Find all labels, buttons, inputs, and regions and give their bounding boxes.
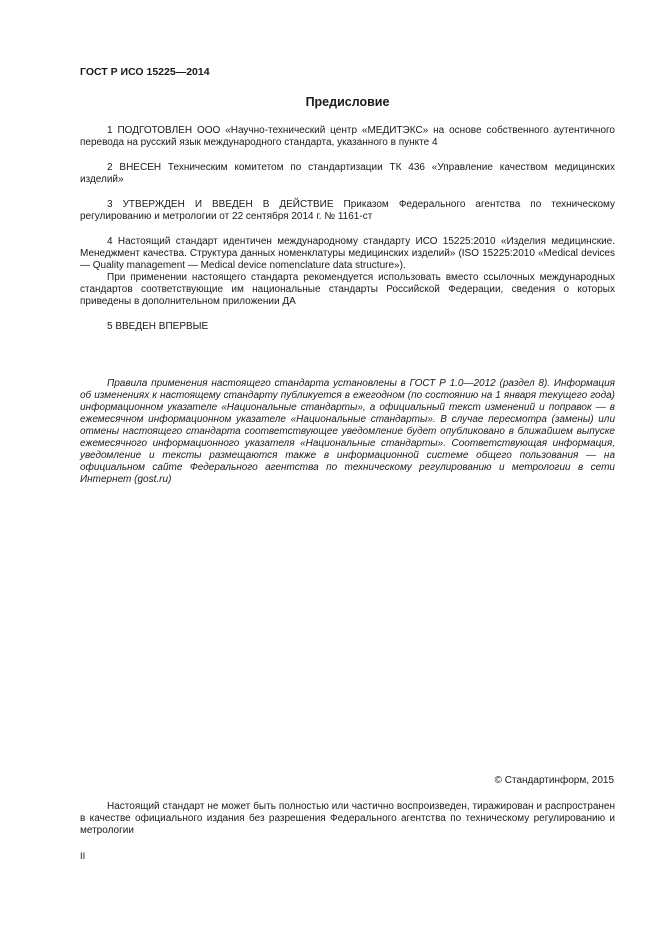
document-id: ГОСТ Р ИСО 15225—2014 bbox=[80, 66, 210, 78]
item-3: 3 УТВЕРЖДЕН И ВВЕДЕН В ДЕЙСТВИЕ Приказом Федерального агентства по техническому регулированию и метрологии от 22 сентября 2014 г. № 1161-ст bbox=[80, 199, 615, 222]
page-title: Предисловие bbox=[305, 95, 390, 109]
item-4-note: При применении настоящего стандарта рекомендуется использовать вместо ссылочных международных стандартов соответствующие им национальные стандарты Российской Федерации, сведения о которых приведены в дополнительном приложении ДА bbox=[80, 272, 615, 307]
reproduction-notice-text: Настоящий стандарт не может быть полностью или частично воспроизведен, тиражирован и распространен в качестве официального издания без разрешения Федерального агентства по техническому регулированию и метрологии bbox=[80, 801, 615, 836]
item-4: 4 Настоящий стандарт идентичен международному стандарту ИСО 15225:2010 «Изделия медицинские. Менеджмент качества. Структура данных номенклатуры медицинских изделий» (ISO 15225:2010 «Medical devices — Quality management — Medical device nomenclature data structure»). bbox=[80, 236, 615, 271]
item-1: 1 ПОДГОТОВЛЕН ООО «Научно-технический центр «МЕДИТЭКС» на основе собственного аутентичного перевода на русский язык международного стандарта, указанного в пункте 4 bbox=[80, 125, 615, 148]
copyright: © Стандартинформ, 2015 bbox=[494, 775, 614, 786]
item-5: 5 ВВЕДЕН ВПЕРВЫЕ bbox=[107, 321, 209, 332]
foreword-section bbox=[80, 125, 615, 333]
reproduction-notice bbox=[80, 801, 615, 837]
rules-note-text: Правила применения настоящего стандарта установлены в ГОСТ Р 1.0—2012 (раздел 8). Информация об изменениях к настоящему стандарту публикуется в ежегодном (по состоянию на 1 января текущего года) информационном указателе «Национальные стандарты», а официальный текст изменений и поправок — в ежемесячном информационном указателе «Национальные стандарты». В случае пересмотра (замены) или отмены настоящего стандарта соответствующее уведомление будет опубликовано в ближайшем выпуске ежемесячного информационного указателя «Национальные стандарты». Соответствующая информация, уведомление и тексты размещаются также в информационной системе общего пользования — на официальном сайте Федерального агентства по техническому регулированию и метрологии в сети Интернет (gost.ru) bbox=[80, 378, 615, 485]
page-number: II bbox=[80, 851, 86, 862]
rules-note bbox=[80, 378, 615, 486]
item-2: 2 ВНЕСЕН Техническим комитетом по стандартизации ТК 436 «Управление качеством медицинских изделий» bbox=[80, 162, 615, 185]
